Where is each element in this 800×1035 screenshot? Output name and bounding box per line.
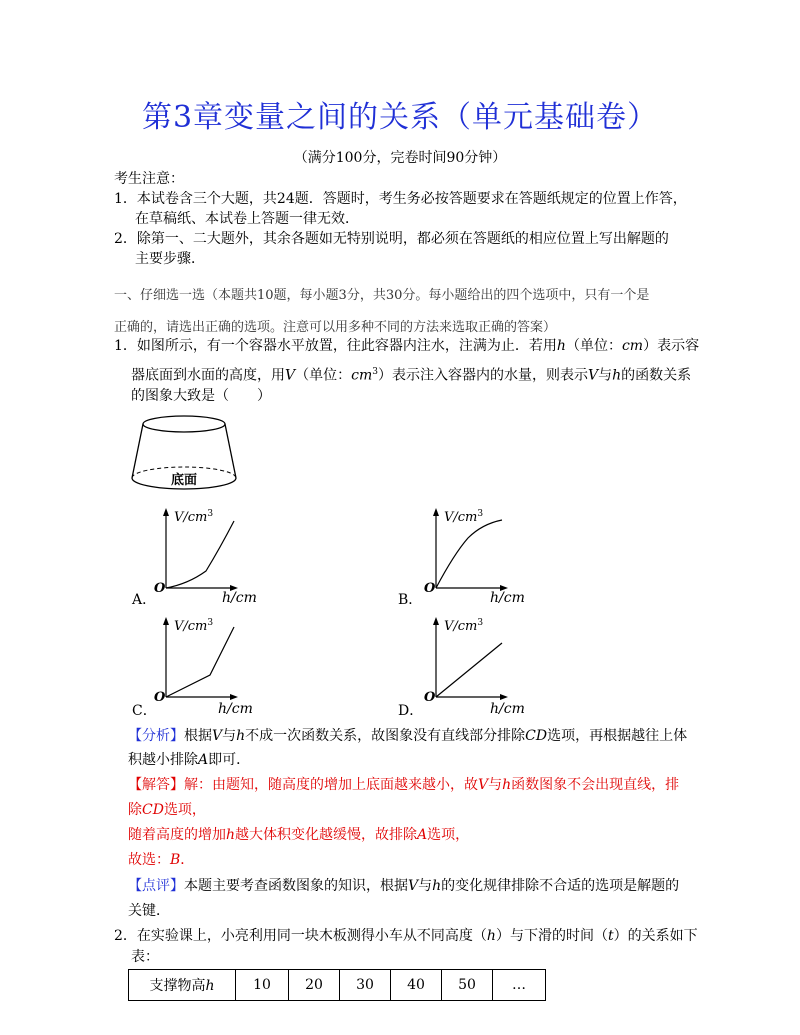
notice-item-text: 本试卷含三个大题，共24题．答题时，考生务必按答题要求在答题纸规定的位置上作答， [136,191,687,207]
y-axis-label: $V/cm^3$ [444,618,484,634]
x-axis-label-b: h/cm [490,590,525,606]
answer-line-3: 随着高度的增加h越大体积变化越缓慢，故排除A选项， [128,827,470,843]
x-axis-label-a: h/cm [222,590,257,606]
table-cell: 50 [442,970,493,1001]
q1-line-3: 的图象大致是（ ） [131,388,271,404]
comment-tag: 【点评】 [128,878,184,894]
table-cell: 10 [236,970,289,1001]
comment-line-2: 关键． [128,903,170,919]
notice-item-2 [114,229,669,249]
notice-item-2-cont: 主要步骤． [135,251,205,267]
graph-curve [166,521,234,588]
container-figure [128,412,240,496]
option-d-label: D． [398,703,424,719]
container-top-rim [143,416,225,432]
answer-line-1: 【解答】解：由题知，随高度的增加上底面越来越小，故V与h函数图象不会出现直线，排 [128,777,680,793]
analysis-line-1: 【分析】根据V与h不成一次函数关系，故图象没有直线部分排除CD选项，再根据越往上体 [128,728,688,744]
q2-data-table [128,969,546,1001]
x-axis-label-d: h/cm [490,701,525,717]
option-b-label: B． [398,592,423,608]
notice-item-number: 2． [114,231,137,247]
y-axis-arrow [433,508,439,516]
y-axis-label: $V/cm^3$ [174,509,214,525]
analysis-tag: 【分析】 [128,728,184,744]
graph-polyline [166,627,234,697]
table-cell: 30 [340,970,391,1001]
notice-item-number: 1． [114,191,137,207]
origin-label: O [424,690,436,705]
container-base-label: 底面 [170,473,198,488]
option-c-label: C． [132,703,157,719]
y-axis-arrow [163,508,169,516]
y-axis-label: $V/cm^3$ [174,618,214,634]
y-axis-arrow [163,617,169,625]
x-axis-label-c: h/cm [218,701,253,717]
page-title: 第3章变量之间的关系（单元基础卷） [141,100,659,135]
answer-line-4: 故选：B． [128,852,195,868]
answer-tag: 【解答】 [128,777,184,793]
table-cell: … [493,970,546,1001]
q1-line-2: 器底面到水面的高度，用V（单位：$cm^3$）表示注入容器内的水量，则表示V与h的函数关系 [131,367,692,384]
table-row [129,970,546,1001]
section-1-heading: 一、仔细选一选（本题共10题，每小题3分，共30分。每小题给出的四个选项中，只有一个是 [114,288,650,303]
q2-line-1: 2．在实验课上，小亮利用同一块木板测得小车从不同高度（h）与下滑的时间（t）的关系如下 [114,928,698,944]
graph-line [436,643,502,697]
origin-label: O [424,581,436,596]
table-header-cell: 支撑物高h [129,970,236,1001]
notice-item-1-cont: 在草稿纸、本试卷上答题一律无效． [135,211,359,227]
q2-line-2: 表： [131,949,159,965]
option-a-label: A． [132,592,157,608]
graph-curve [436,520,502,588]
comment-line-1: 【点评】本题主要考查函数图象的知识，根据V与h的变化规律排除不合适的选项是解题的 [128,878,680,894]
section-1-heading-cont: 正确的，请选出正确的选项。注意可以用多种不同的方法来选取正确的答案） [114,320,557,335]
origin-label: O [154,690,166,705]
y-axis-label: $V/cm^3$ [444,509,484,525]
table-cell: 40 [391,970,442,1001]
container-right-side [225,424,236,478]
notice-item-1 [114,189,687,209]
container-left-side [132,424,143,478]
table-cell: 20 [289,970,340,1001]
answer-line-2: 除CD选项， [128,802,206,818]
notice-heading: 考生注意： [114,171,184,187]
q1-line-1: 1．如图所示，有一个容器水平放置，往此容器内注水，注满为止．若用h（单位：cm）表示容 [114,338,700,354]
origin-label: O [154,581,166,596]
analysis-line-2: 积越小排除A即可． [128,752,251,768]
page-subtitle: （满分100分，完卷时间90分钟） [293,150,507,166]
y-axis-arrow [433,617,439,625]
notice-item-text: 除第一、二大题外，其余各题如无特别说明，都必须在答题纸的相应位置上写出解题的 [136,231,669,247]
